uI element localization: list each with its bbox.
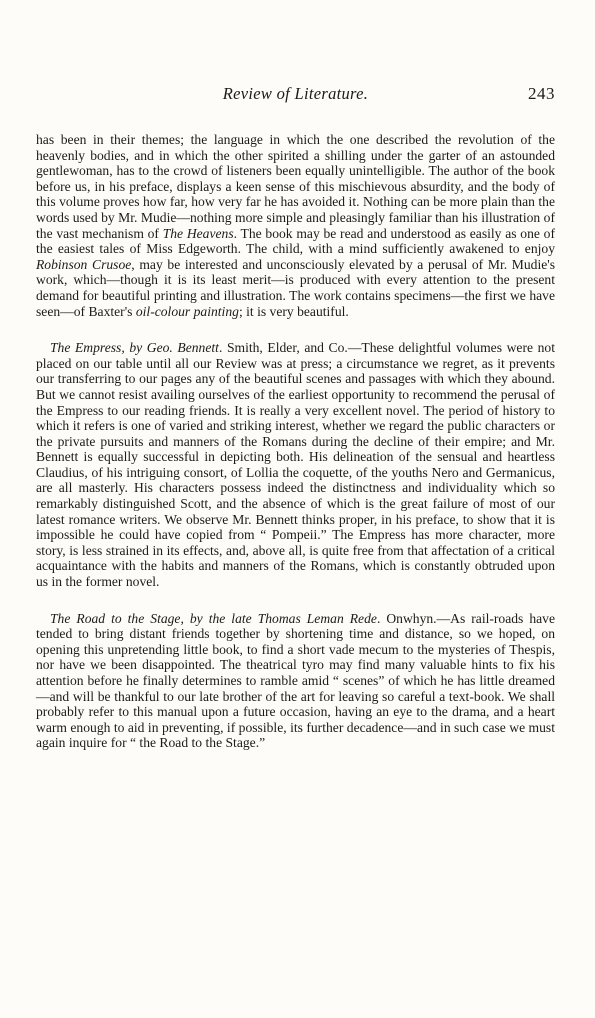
italic-phrase: Robinson Crusoe xyxy=(36,256,132,272)
body-text xyxy=(36,132,555,751)
page-number: 243 xyxy=(528,84,555,103)
italic-phrase: The Empress, by Geo. Bennett xyxy=(50,340,219,356)
italic-phrase: The Road to the Stage, by the late Thomas Leman Rede xyxy=(50,610,377,626)
paragraph-mudie-review: has been in their themes; the language in which the one described the revolution of the heavenly bodies, and in which the other spirited a shilling under the garter of an astounded gentlewoman, has to the crowd of listeners been equally unintelligible. The author of the book before us, in his preface, displays a keen sense of this mischievous absurdity, and the body of this volume proves how far, how very far he has avoided it. Nothing can be more plain than the words used by Mr. Mudie—nothing more simple and pleasingly familiar than his illustration of the vast mechanism of The Heavens. The book may be read and understood as easily as one of the easiest tales of Miss Edgeworth. The child, with a mind sufficiently awakened to enjoy Robinson Crusoe, may be interested and unconsciously elevated by a perusal of Mr. Mudie's work, which—though it is its least merit—is produced with every attention to the present demand for beautiful printing and illustration. The work contains specimens—the first we have seen—of Baxter's oil-colour painting; it is very beautiful. xyxy=(36,132,555,319)
italic-phrase: oil-colour painting xyxy=(135,303,239,319)
italic-phrase: The Heavens xyxy=(162,225,234,241)
paragraph-road-to-stage-review: The Road to the Stage, by the late Thomas Leman Rede. Onwhyn.—As rail-roads have tended to bring distant friends together by shortening time and distance, so we hoped, on opening this unpretending little book, to find a short vade mecum to the mysteries of Thespis, nor have we been disappointed. The theatrical tyro may find many valuable hints to fix his attention before he finally determines to ramble amid “ scenes” of which he has little dreamed—and will be thankful to our late brother of the art for leaving so careful a text-book. We shall probably refer to this manual upon a future occasion, having an eye to the drama, and a heart warm enough to aid in preventing, if possible, its further decadence—and in such case we must again inquire for “ the Road to the Stage.” xyxy=(36,610,556,751)
paragraph-empress-review: The Empress, by Geo. Bennett. Smith, Elder, and Co.—These delightful volumes were not placed on our table until all our Review was at press; a circumstance we regret, as it prevents our transferring to our pages any of the beautiful scenes and passages with which they abound. But we cannot resist availing ourselves of the earliest opportunity to recommend the perusal of the Empress to our reading friends. It is really a very excellent novel. The period of history to which it refers is one of varied and striking interest, whether we regard the public characters or the private pursuits and manners of the Romans during the decline of their empire; and Mr. Bennett is equally successful in depicting both. His delineation of the sensual and heartless Claudius, of his intriguing consort, of Lollia the coquette, of the youths Nero and Germanicus, are all masterly. His characters possess indeed the distinctness and individuality which so remarkably distinguished Scott, and the absence of which is the great failure of most of our latest romance writers. We observe Mr. Bennett thinks proper, in his preface, to show that it is impossible he could have copied from “ Pompeii.” The Empress has more character, more story, is less strained in its effects, and, above all, is quite free from that affectation of a critical acquaintance with the habits and manners of the Romans, which is constantly obtruded upon us in the former novel. xyxy=(36,340,555,590)
running-title: Review of Literature. xyxy=(222,84,369,103)
running-head xyxy=(36,84,555,110)
